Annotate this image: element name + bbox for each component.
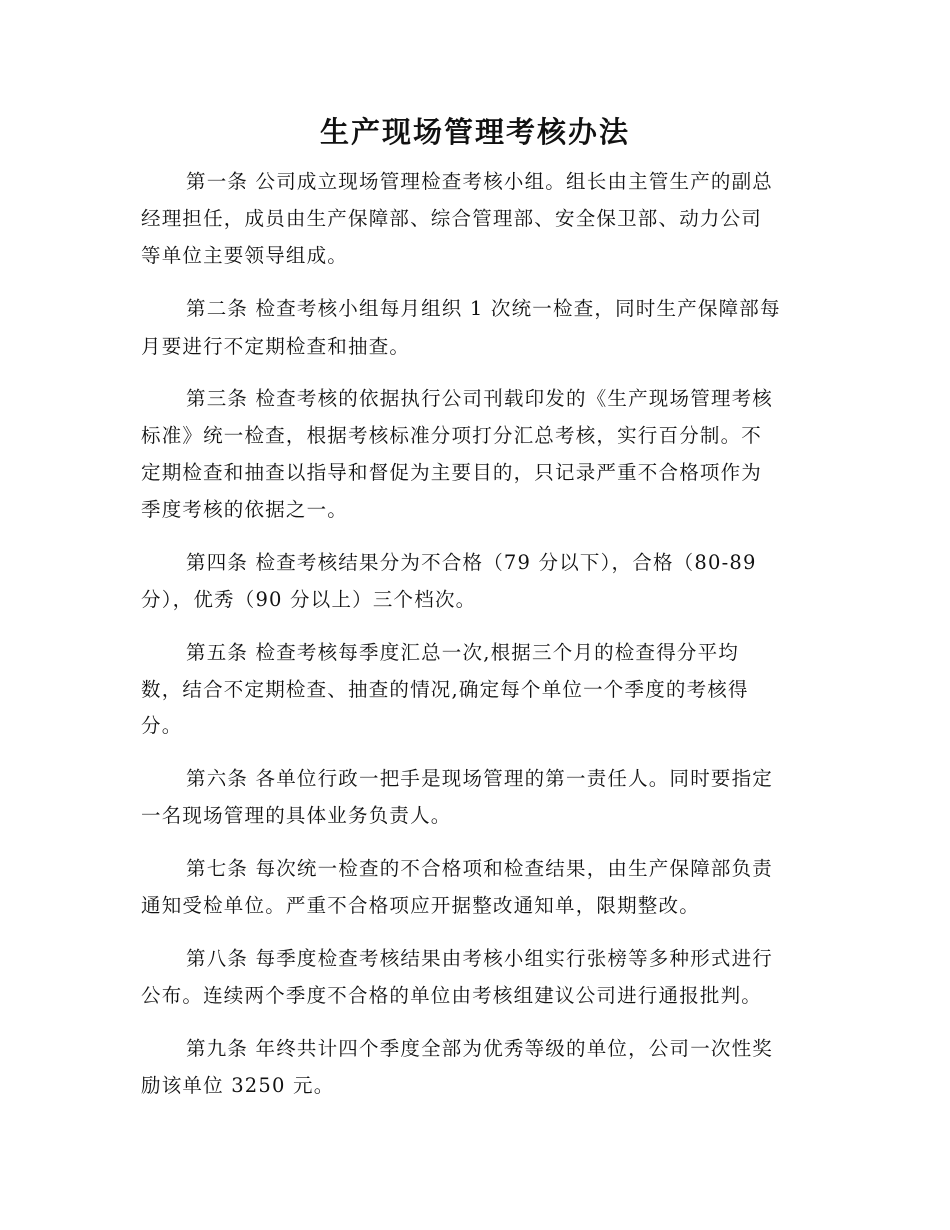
article-5-line-2: 数，结合不定期检查、抽查的情况,确定每个单位一个季度的考核得 [141,678,749,701]
article-3-line-2: 标准》统一检查，根据考核标准分项打分汇总考核，实行百分制。不 [141,424,763,447]
article-2-line-1: 第二条 检查考核小组每月组织 1 次统一检查，同时生产保障部每 [186,297,781,320]
article-7-line-2: 通知受检单位。严重不合格项应开据整改通知单，限期整改。 [141,894,700,917]
article-1-line-1: 第一条 公司成立现场管理检查考核小组。组长由主管生产的副总 [186,170,773,193]
article-1-line-2: 经理担任，成员由生产保障部、综合管理部、安全保卫部、动力公司 [141,207,763,230]
article-1-line-3: 等单位主要领导组成。 [141,244,349,267]
article-3-line-3: 定期检查和抽查以指导和督促为主要目的，只记录严重不合格项作为 [141,461,763,484]
article-6-line-2: 一名现场管理的具体业务负责人。 [141,804,452,827]
article-3-line-1: 第三条 检查考核的依据执行公司刊载印发的《生产现场管理考核 [186,387,773,410]
article-5-line-3: 分。 [141,714,183,737]
article-6-line-1: 第六条 各单位行政一把手是现场管理的第一责任人。同时要指定 [186,767,773,790]
article-9-line-2: 励该单位 3250 元。 [141,1074,335,1097]
article-7-line-1: 第七条 每次统一检查的不合格项和检查结果，由生产保障部负责 [186,857,773,880]
article-5-line-1: 第五条 检查考核每季度汇总一次,根据三个月的检查得分平均 [186,641,739,664]
article-3-line-4: 季度考核的依据之一。 [141,498,349,521]
article-9-line-1: 第九条 年终共计四个季度全部为优秀等级的单位，公司一次性奖 [186,1037,773,1060]
article-4-line-2: 分），优秀（90 分以上）三个档次。 [141,588,477,611]
document-title: 生产现场管理考核办法 [319,115,630,149]
article-8-line-2: 公布。连续两个季度不合格的单位由考核组建议公司进行通报批判。 [141,984,763,1007]
article-2-line-2: 月要进行不定期检查和抽查。 [141,335,411,358]
article-4-line-1: 第四条 检查考核结果分为不合格（79 分以下），合格（80-89 [186,551,757,574]
article-8-line-1: 第八条 每季度检查考核结果由考核小组实行张榜等多种形式进行 [186,947,773,970]
